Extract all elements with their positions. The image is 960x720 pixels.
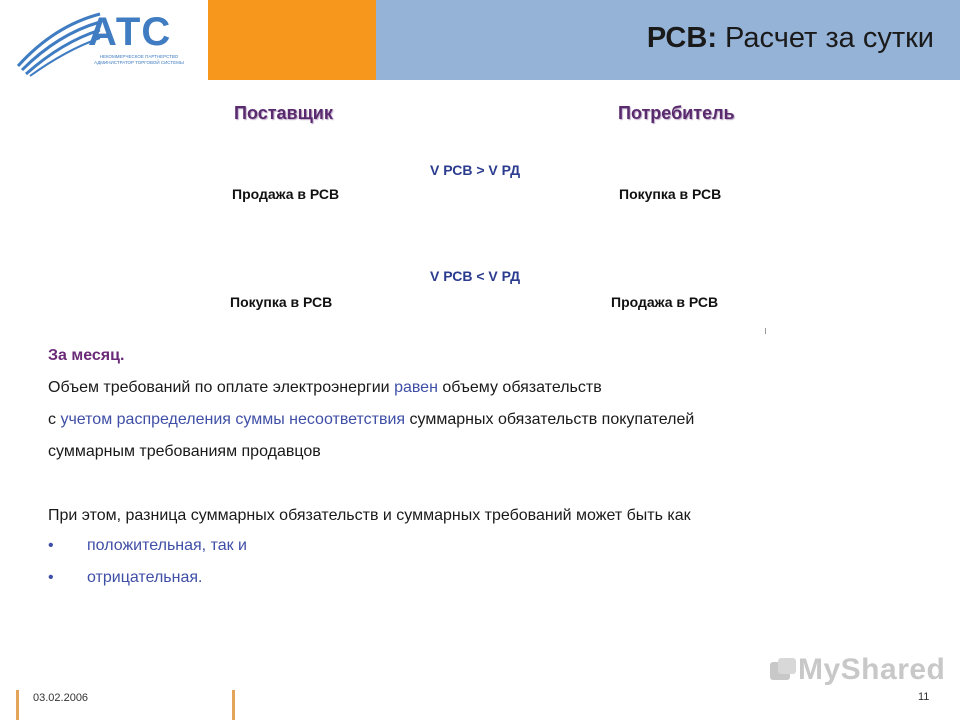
watermark-text: MyShared — [798, 653, 946, 686]
footer-date: 03.02.2006 — [33, 692, 89, 704]
bullet-item-2: отрицательная. — [87, 569, 203, 586]
condition-2: V РСВ < V РД — [430, 268, 521, 284]
column-heading-consumer: Потребитель — [618, 103, 735, 123]
body-line-1-highlight: равен — [394, 379, 438, 396]
body-line-4: При этом, разница суммарных обязательств и суммарных требований может быть как — [48, 507, 691, 524]
body-line-2 — [48, 411, 694, 429]
row1-consumer: Покупка в РСВ — [619, 186, 722, 202]
row1-supplier: Продажа в РСВ — [232, 186, 340, 202]
watermark-logo-icon — [768, 656, 798, 686]
bullet-item-1: положительная, так и — [87, 537, 247, 554]
footer-bar-middle — [232, 690, 235, 720]
row2-supplier: Покупка в РСВ — [230, 294, 333, 310]
divider-tick — [765, 328, 766, 334]
body-line-1-a: Объем требований по оплате электроэнергии — [48, 379, 395, 396]
slide-header — [0, 0, 960, 80]
row2-consumer: Продажа в РСВ — [611, 294, 719, 310]
slide-title — [647, 22, 934, 55]
slide-title-bold: РСВ: — [646, 22, 717, 54]
body-line-2-highlight: учетом распределения суммы несоответствия — [60, 411, 406, 428]
logo-subtitle: НЕКОММЕРЧЕСКОЕ ПАРТНЕРСТВО АДМИНИСТРАТОР ТОРГОВОЙ СИСТЕМЫ — [94, 54, 184, 65]
logo-text: АТС — [88, 10, 172, 54]
body-line-3: суммарным требованиям продавцов — [48, 443, 321, 460]
footer-bar-left — [16, 690, 19, 720]
logo-area — [0, 0, 208, 80]
watermark — [768, 653, 945, 687]
condition-1: V РСВ > V РД — [430, 162, 521, 178]
body-line-1-b: объему обязательств — [437, 379, 602, 396]
month-label: За месяц. — [48, 347, 125, 364]
bullet-marker-2: • — [48, 569, 54, 586]
bullet-marker-1: • — [48, 537, 54, 554]
body-line-1 — [48, 379, 602, 397]
page-number: 11 — [918, 691, 930, 703]
body-line-2-a: с — [48, 411, 61, 428]
header-orange-block — [208, 0, 376, 80]
slide-title-rest: Расчет за сутки — [716, 22, 934, 54]
body-line-2-b: суммарных обязательств покупателей — [405, 411, 695, 428]
column-heading-supplier: Поставщик — [234, 103, 333, 123]
